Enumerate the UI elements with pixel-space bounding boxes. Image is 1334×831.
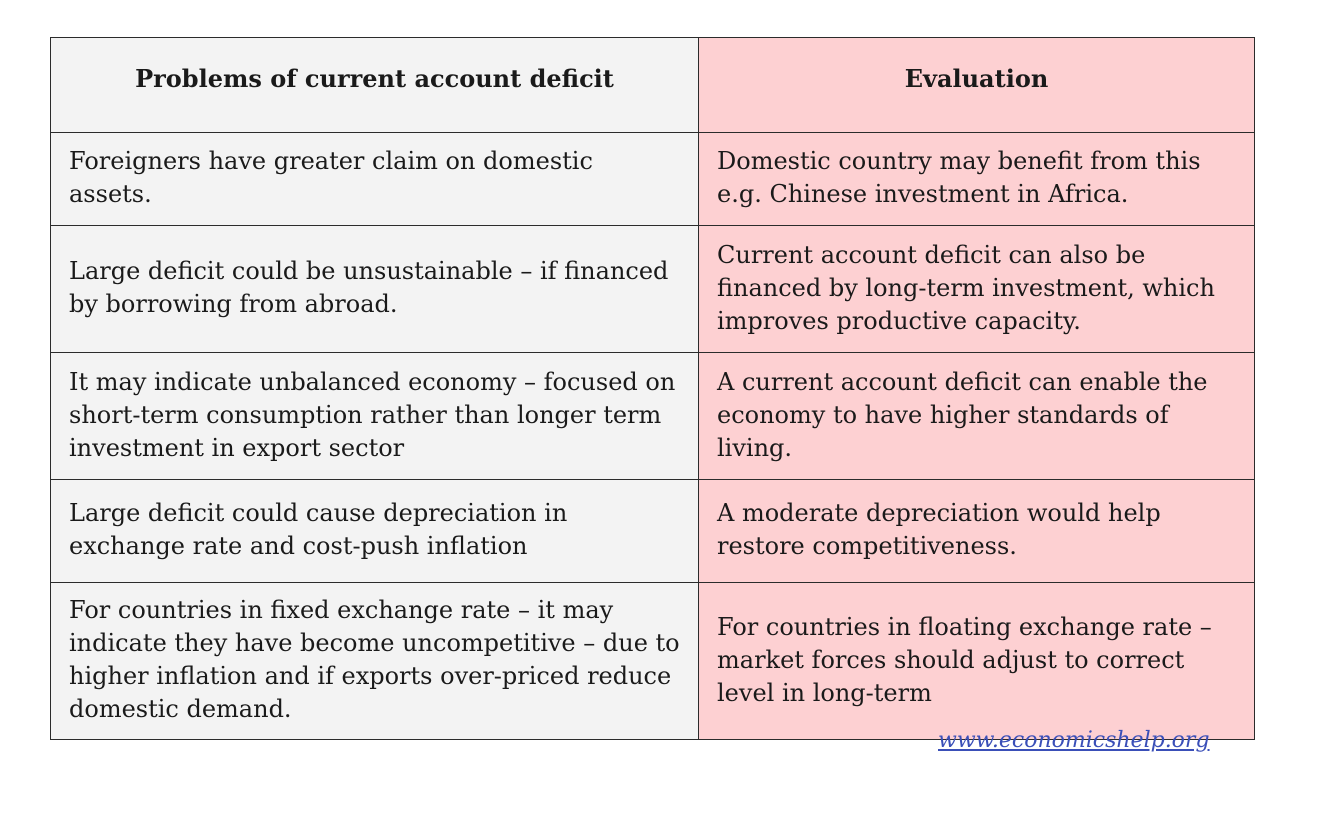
table-header-row [51,38,1255,133]
table-row [51,583,1255,740]
source-link[interactable]: www.economicshelp.org [938,728,1210,753]
evaluation-cell: A current account deficit can enable the economy to have higher standards of living. [699,353,1255,480]
evaluation-cell: Domestic country may benefit from this e.g. Chinese investment in Africa. [699,133,1255,226]
problem-cell: Large deficit could be unsustainable – if financed by borrowing from abroad. [51,226,699,353]
evaluation-cell: For countries in floating exchange rate – market forces should adjust to correct level in long-term [699,583,1255,740]
problem-cell: It may indicate unbalanced economy – focused on short-term consumption rather than longer term investment in export sector [51,353,699,480]
table-row [51,226,1255,353]
header-evaluation: Evaluation [699,38,1255,133]
table-row [51,133,1255,226]
problem-cell: Large deficit could cause depreciation in exchange rate and cost-push inflation [51,480,699,583]
problem-cell: For countries in fixed exchange rate – it may indicate they have become uncompetitive – due to higher inflation and if exports over-priced reduce domestic demand. [51,583,699,740]
header-problems: Problems of current account deficit [51,38,699,133]
evaluation-cell: A moderate depreciation would help restore competitiveness. [699,480,1255,583]
table-row [51,480,1255,583]
comparison-table [50,37,1255,740]
table-row [51,353,1255,480]
problem-cell: Foreigners have greater claim on domestic assets. [51,133,699,226]
evaluation-cell: Current account deficit can also be financed by long-term investment, which improves productive capacity. [699,226,1255,353]
